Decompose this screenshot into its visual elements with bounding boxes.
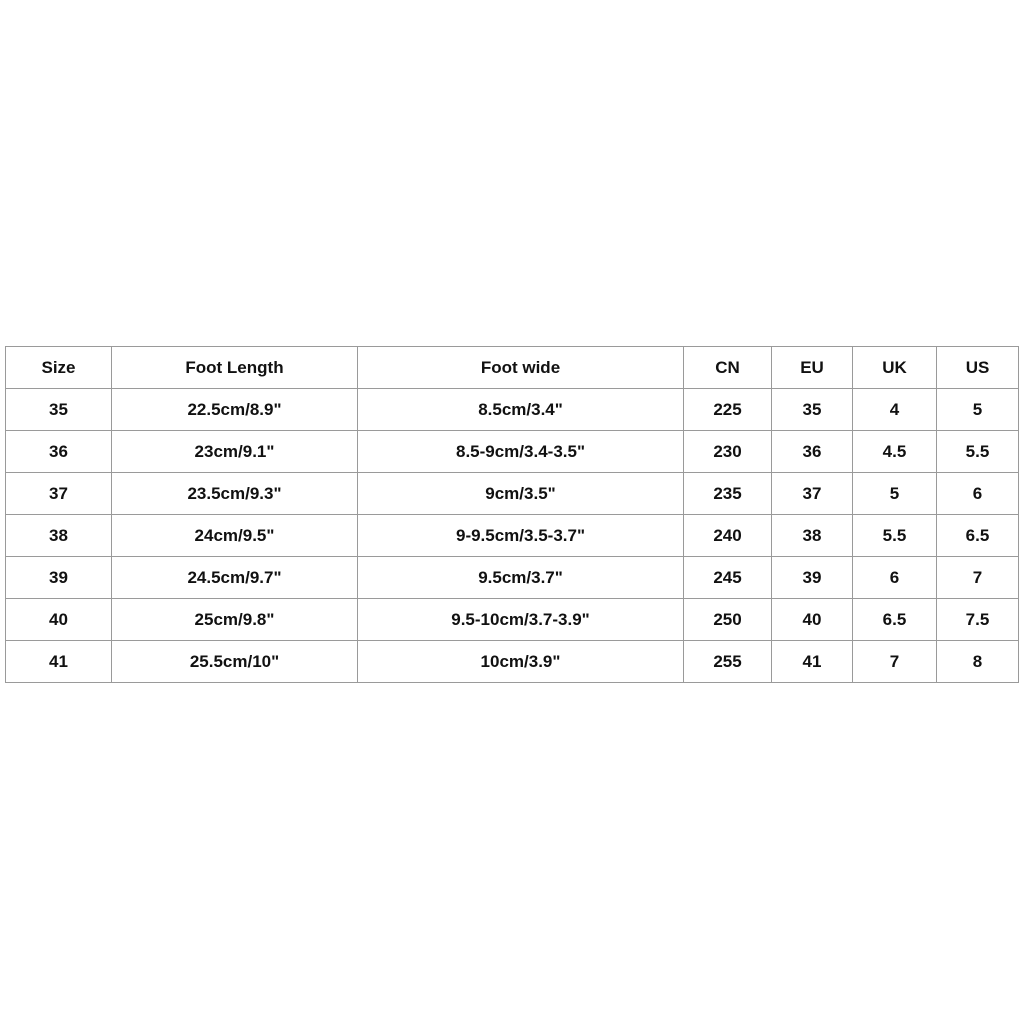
cell-foot-wide: 8.5cm/3.4" xyxy=(358,389,684,431)
cell-foot-length: 24cm/9.5" xyxy=(112,515,358,557)
cell-uk: 5 xyxy=(853,473,937,515)
table-row xyxy=(6,389,1019,431)
cell-cn: 240 xyxy=(684,515,772,557)
cell-foot-wide: 8.5-9cm/3.4-3.5" xyxy=(358,431,684,473)
header-uk: UK xyxy=(853,347,937,389)
cell-eu: 37 xyxy=(772,473,853,515)
table-header-row xyxy=(6,347,1019,389)
table-row xyxy=(6,557,1019,599)
cell-size: 40 xyxy=(6,599,112,641)
cell-eu: 38 xyxy=(772,515,853,557)
cell-eu: 40 xyxy=(772,599,853,641)
header-foot-length: Foot Length xyxy=(112,347,358,389)
cell-us: 6.5 xyxy=(937,515,1019,557)
cell-cn: 255 xyxy=(684,641,772,683)
cell-eu: 35 xyxy=(772,389,853,431)
cell-cn: 225 xyxy=(684,389,772,431)
header-foot-wide: Foot wide xyxy=(358,347,684,389)
table-row xyxy=(6,473,1019,515)
cell-foot-wide: 9cm/3.5" xyxy=(358,473,684,515)
cell-foot-length: 24.5cm/9.7" xyxy=(112,557,358,599)
cell-cn: 250 xyxy=(684,599,772,641)
cell-uk: 7 xyxy=(853,641,937,683)
cell-uk: 5.5 xyxy=(853,515,937,557)
cell-uk: 6 xyxy=(853,557,937,599)
cell-eu: 36 xyxy=(772,431,853,473)
cell-foot-wide: 10cm/3.9" xyxy=(358,641,684,683)
header-size: Size xyxy=(6,347,112,389)
cell-size: 41 xyxy=(6,641,112,683)
cell-uk: 4 xyxy=(853,389,937,431)
cell-foot-wide: 9.5-10cm/3.7-3.9" xyxy=(358,599,684,641)
cell-us: 8 xyxy=(937,641,1019,683)
cell-size: 38 xyxy=(6,515,112,557)
cell-eu: 41 xyxy=(772,641,853,683)
cell-foot-wide: 9-9.5cm/3.5-3.7" xyxy=(358,515,684,557)
cell-foot-length: 23cm/9.1" xyxy=(112,431,358,473)
cell-size: 37 xyxy=(6,473,112,515)
cell-uk: 6.5 xyxy=(853,599,937,641)
cell-size: 35 xyxy=(6,389,112,431)
cell-cn: 235 xyxy=(684,473,772,515)
cell-eu: 39 xyxy=(772,557,853,599)
cell-size: 39 xyxy=(6,557,112,599)
header-cn: CN xyxy=(684,347,772,389)
cell-us: 5.5 xyxy=(937,431,1019,473)
cell-foot-length: 22.5cm/8.9" xyxy=(112,389,358,431)
cell-size: 36 xyxy=(6,431,112,473)
cell-foot-length: 25cm/9.8" xyxy=(112,599,358,641)
cell-us: 7 xyxy=(937,557,1019,599)
table-row xyxy=(6,515,1019,557)
table-row xyxy=(6,641,1019,683)
cell-cn: 245 xyxy=(684,557,772,599)
cell-foot-wide: 9.5cm/3.7" xyxy=(358,557,684,599)
cell-foot-length: 25.5cm/10" xyxy=(112,641,358,683)
cell-us: 5 xyxy=(937,389,1019,431)
cell-cn: 230 xyxy=(684,431,772,473)
table-row xyxy=(6,431,1019,473)
cell-us: 7.5 xyxy=(937,599,1019,641)
cell-uk: 4.5 xyxy=(853,431,937,473)
header-us: US xyxy=(937,347,1019,389)
cell-foot-length: 23.5cm/9.3" xyxy=(112,473,358,515)
cell-us: 6 xyxy=(937,473,1019,515)
table-row xyxy=(6,599,1019,641)
size-chart-table xyxy=(5,346,1019,683)
header-eu: EU xyxy=(772,347,853,389)
